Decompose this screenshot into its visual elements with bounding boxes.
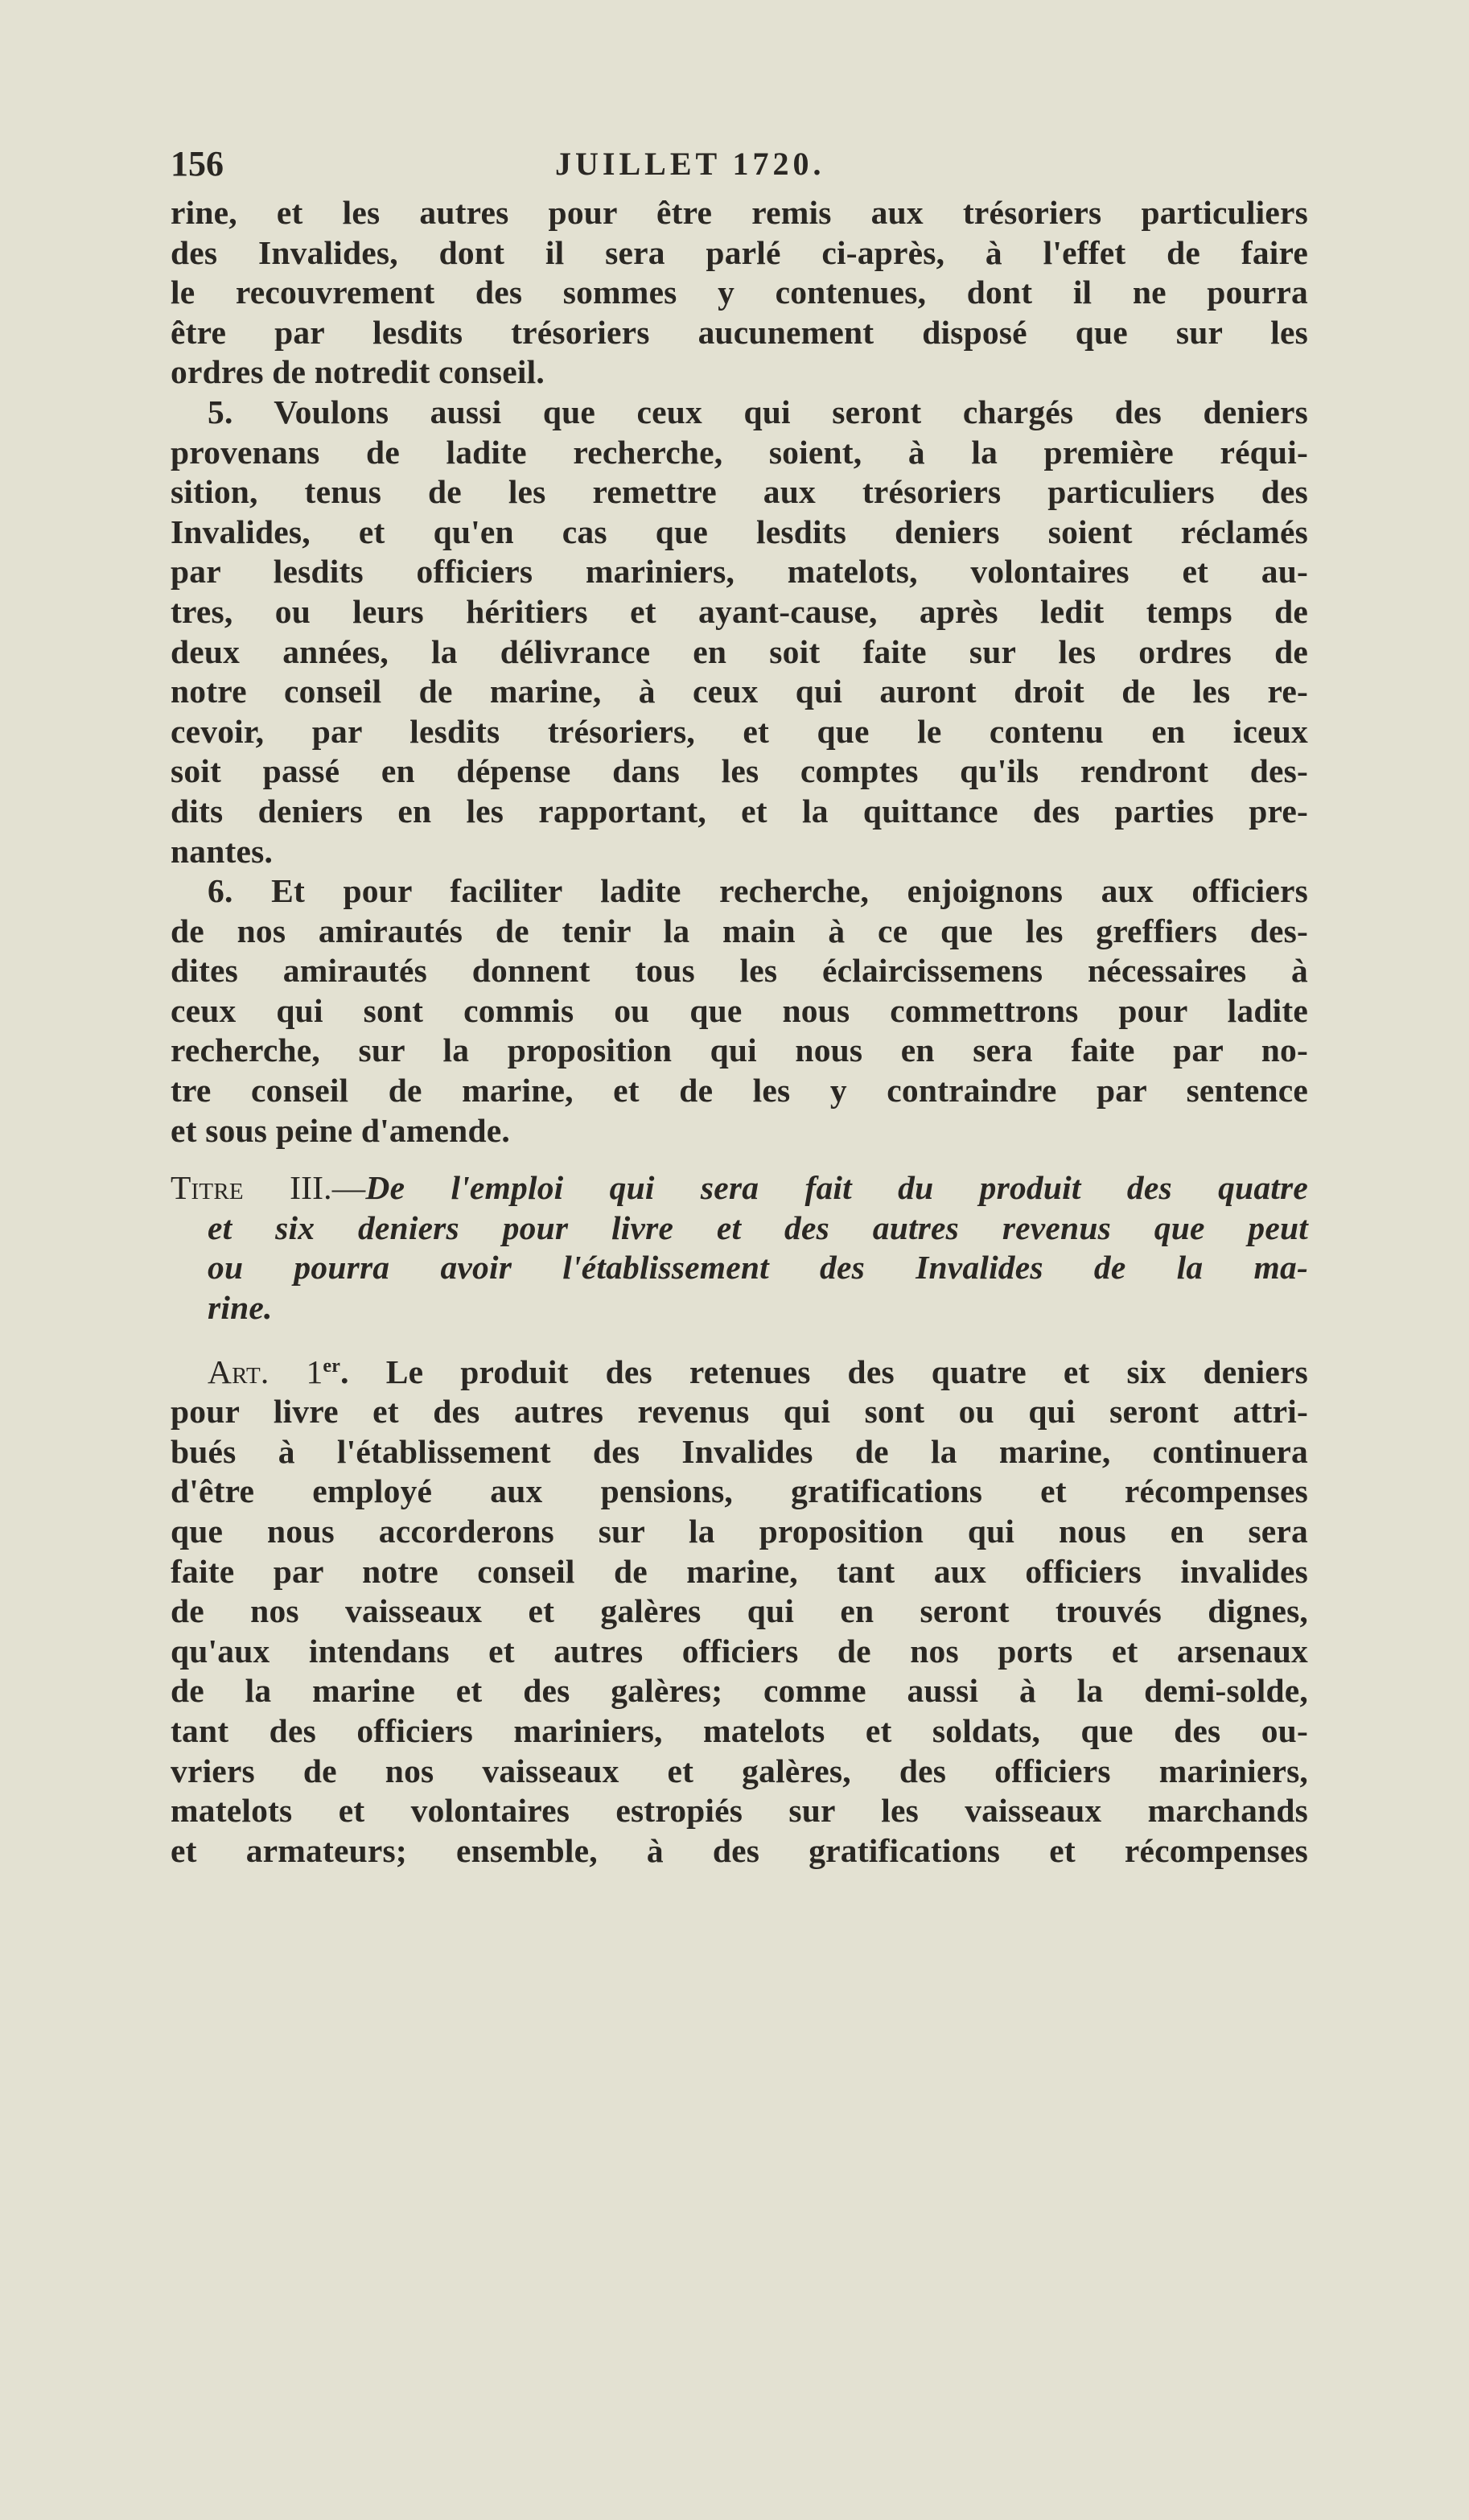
text-line: vriers de nos vaisseaux et galères, des officiers mariniers, [171,1752,1308,1789]
heading-line: ou pourra avoir l'établissement des Invalides de la ma- [208,1249,1308,1287]
article-lead-superscript: er [323,1355,341,1377]
text-line: qu'aux intendans et autres officiers de nos ports et arsenaux [171,1632,1308,1670]
article-first-line: . Le produit des retenues des quatre et six deniers [340,1353,1308,1390]
running-head-title: JUILLET 1720. [555,146,825,182]
text-line: faite par notre conseil de marine, tant aux officiers invalides [171,1552,1308,1590]
text-line: tre conseil de marine, et de les y contraindre par sentence [171,1072,1308,1110]
text-line: notre conseil de marine, à ceux qui auront droit de les re- [171,673,1308,710]
text-line [171,1353,1308,1393]
article-lead: Art. 1 [208,1353,323,1390]
text-line: de la marine et des galères; comme aussi à la demi-solde, [171,1672,1308,1710]
text-line: et sous peine d'amende. [171,1111,510,1149]
text-line: ceux qui sont commis ou que nous commettrons pour ladite [171,991,1308,1029]
running-head [171,142,1308,193]
text-line: que nous accorderons sur la proposition qui nous en sera [171,1513,1308,1550]
text-line: de nos vaisseaux et galères qui en seront trouvés dignes, [171,1592,1308,1630]
text-line: 5. Voulons aussi que ceux qui seront chargés des deniers [208,393,1308,430]
text-line: des Invalides, dont il sera parlé ci-après, à l'effet de faire [171,233,1308,271]
text-line: d'être employé aux pensions, gratifications et récompenses [171,1472,1308,1510]
paragraph-article-5 [171,393,1308,871]
heading-line [171,1168,1308,1209]
heading-numeral: III.— [290,1169,366,1207]
text-line: deux années, la délivrance en soit faite sur les ordres de [171,632,1308,670]
heading-line: rine. [208,1289,273,1327]
paragraph-continuation [171,193,1308,393]
text-line: sition, tenus de les remettre aux trésoriers particuliers des [171,473,1308,511]
text-line: de nos amirautés de tenir la main à ce que les greffiers des- [171,912,1308,949]
body-text [171,193,1308,1871]
text-line: et armateurs; ensemble, à des gratifications et récompenses [171,1831,1308,1869]
paragraph-article-6 [171,871,1308,1151]
paragraph-article-1 [171,1353,1308,1871]
page-number: 156 [171,144,224,183]
text-line: nantes. [171,832,274,870]
text-line: tres, ou leurs héritiers et ayant-cause, après ledit temps de [171,592,1308,630]
text-line: pour livre et des autres revenus qui sont ou qui seront attri- [171,1393,1308,1431]
heading-lead: Titre [171,1169,244,1207]
text-line: bués à l'établissement des Invalides de la marine, continuera [171,1432,1308,1470]
text-line: par lesdits officiers mariniers, matelots, volontaires et au- [171,553,1308,591]
text-line: cevoir, par lesdits trésoriers, et que le contenu en iceux [171,712,1308,750]
text-line: recherche, sur la proposition qui nous en sera faite par no- [171,1031,1308,1069]
text-line: dits deniers en les rapportant, et la quittance des parties pre- [171,792,1308,830]
section-heading-titre-3 [171,1168,1308,1328]
heading-text: De l'emploi qui sera fait du produit des quatre [365,1169,1308,1207]
text-line: être par lesdits trésoriers aucunement disposé que sur les [171,313,1308,351]
text-line: rine, et les autres pour être remis aux trésoriers particuliers [171,194,1308,231]
document-page [171,142,1308,1871]
heading-line: et six deniers pour livre et des autres revenus que peut [208,1209,1308,1246]
text-line: 6. Et pour faciliter ladite recherche, enjoignons aux officiers [208,872,1308,910]
text-line: Invalides, et qu'en cas que lesdits deniers soient réclamés [171,513,1308,550]
text-line: dites amirautés donnent tous les éclaircissemens nécessaires à [171,952,1308,990]
text-line: matelots et volontaires estropiés sur les vaisseaux marchands [171,1792,1308,1830]
text-line: soit passé en dépense dans les comptes qu'ils rendront des- [171,752,1308,790]
text-line: tant des officiers mariniers, matelots et soldats, que des ou- [171,1711,1308,1749]
text-line: le recouvrement des sommes y contenues, dont il ne pourra [171,274,1308,311]
text-line: ordres de notredit conseil. [171,353,545,391]
text-line: provenans de ladite recherche, soient, à la première réqui- [171,433,1308,471]
